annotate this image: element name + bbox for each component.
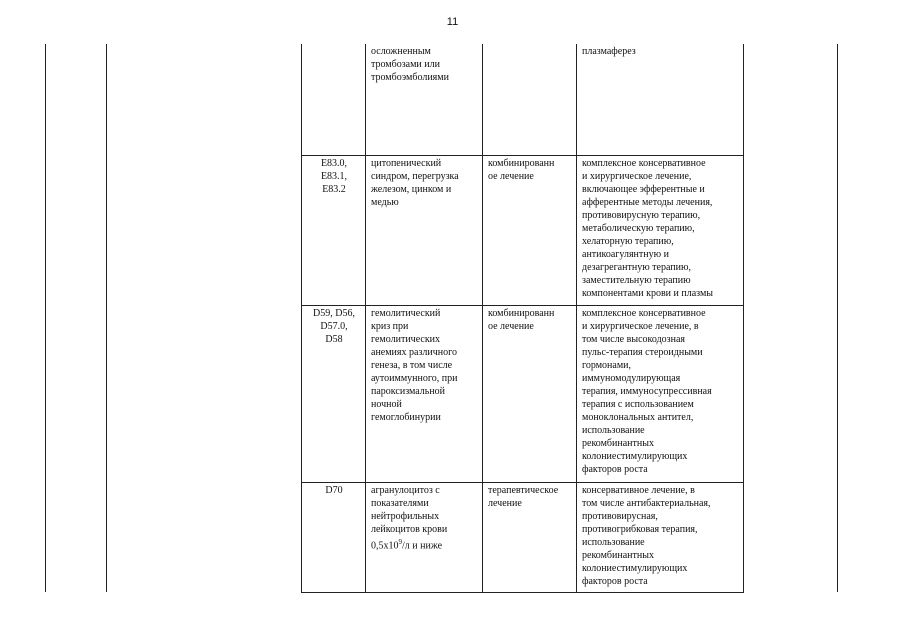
table-row <box>302 155 744 305</box>
icd-code-cell: D70 <box>302 482 366 592</box>
condition-cell: цитопенический синдром, перегрузка железом, цинком и медью <box>366 155 483 305</box>
icd-code-cell: D59, D56, D57.0, D58 <box>302 305 366 482</box>
table-row <box>302 482 744 592</box>
condition-text-end: /л и ниже <box>402 539 443 551</box>
treatment-cell: консервативное лечение, в том числе антибактериальная, противовирусная, противогрибковая терапия, использование рекомбинантных колониестимулирующих факторов роста <box>577 482 744 592</box>
treatment-table <box>301 44 744 593</box>
left-border-line <box>45 44 46 592</box>
method-cell: терапевтическое лечение <box>483 482 577 592</box>
condition-text: агранулоцитоз с показателями нейтрофильных лейкоцитов крови 0,5х10 <box>371 484 448 551</box>
icd-code-cell: E83.0, E83.1, E83.2 <box>302 155 366 305</box>
column-divider-line <box>106 44 107 592</box>
condition-cell <box>366 482 483 592</box>
treatment-cell: комплексное консервативное и хирургическое лечение, в том числе высокодозная пульс-терапия стероидными гормонами, иммуномодулирующая терапия, иммуносупрессивная терапия с использованием моноклональных антител, использование рекомбинантных колониестимулирующих факторов роста <box>577 305 744 482</box>
table-row <box>302 305 744 482</box>
method-cell: комбинированн ое лечение <box>483 155 577 305</box>
table-row <box>302 44 744 155</box>
exponent: 9 <box>398 537 402 546</box>
treatment-cell: комплексное консервативное и хирургическое лечение, включающее эфферентные и афферентные методы лечения, противовирусную терапию, метаболическую терапию, хелаторную терапию, антикоагулянтную и дезагрегантную терапию, заместительную терапию компонентами крови и плазмы <box>577 155 744 305</box>
right-border-line <box>837 44 838 592</box>
method-cell: комбинированн ое лечение <box>483 305 577 482</box>
condition-cell: гемолитический криз при гемолитических анемиях различного генеза, в том числе аутоиммунного, при пароксизмальной ночной гемоглобинурии <box>366 305 483 482</box>
page-number: 11 <box>446 16 459 28</box>
method-cell <box>483 44 577 155</box>
condition-cell: осложненным тромбозами или тромбоэмболиями <box>366 44 483 155</box>
treatment-cell: плазмаферез <box>577 44 744 155</box>
icd-code-cell <box>302 44 366 155</box>
